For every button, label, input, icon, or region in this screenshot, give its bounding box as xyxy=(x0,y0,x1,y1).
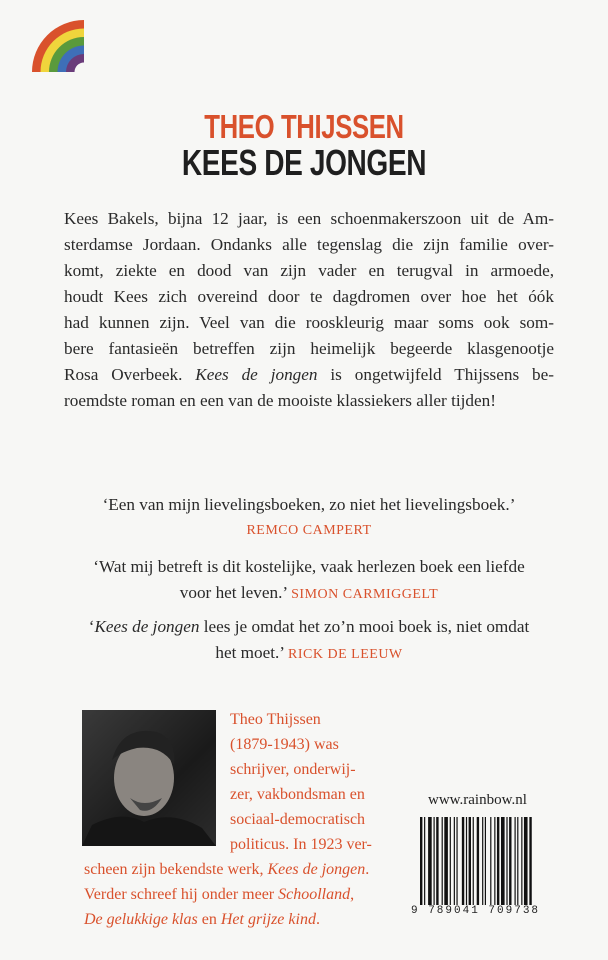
barcode-bar xyxy=(521,817,522,907)
barcode-bar xyxy=(424,817,425,907)
quote-text: het moet.’ xyxy=(215,643,284,662)
barcode-bar xyxy=(428,817,432,907)
quote-text: lees je omdat het zo’n mooi boek is, niet omdat xyxy=(199,617,530,636)
text-segment: sociaal-democratisch xyxy=(230,811,366,828)
text-segment: komt, ziekte en dood van zijn vader en terugval in armoede, xyxy=(64,261,554,280)
barcode-bar xyxy=(506,817,507,907)
quote-author: RICK DE LEEUW xyxy=(288,647,403,662)
barcode-bar xyxy=(436,817,438,907)
italic-title: Kees de jongen xyxy=(267,861,366,878)
barcode xyxy=(420,817,560,913)
barcode-bar xyxy=(509,817,511,907)
quote-text: voor het leven.’ xyxy=(179,583,287,602)
barcode-bar xyxy=(442,817,443,907)
quote-text-line2 xyxy=(64,580,554,608)
barcode-bar xyxy=(434,817,435,907)
isbn-digits: 9 789041 709738 xyxy=(411,905,541,917)
barcode-bar xyxy=(490,817,491,907)
text-segment: zer, vakbondsman en xyxy=(230,786,365,803)
text-line xyxy=(64,206,554,232)
barcode-bar xyxy=(517,817,518,907)
italic-title: Het grijze kind xyxy=(220,911,316,928)
barcode-bar xyxy=(515,817,516,907)
book-title: KEES DE JONGEN xyxy=(181,142,427,183)
text-segment: is ongetwijfeld Thijssens be- xyxy=(317,365,554,384)
text-segment: politicus. In 1923 ver- xyxy=(230,836,372,853)
book-title-italic: Kees de jongen xyxy=(94,617,200,636)
barcode-bar xyxy=(497,817,499,907)
barcode-bar xyxy=(454,817,455,907)
description xyxy=(64,206,554,414)
quote-text-line2 xyxy=(64,640,554,668)
barcode-bar xyxy=(524,817,528,907)
barcode-bar xyxy=(444,817,448,907)
quote-author: REMCO CAMPERT xyxy=(246,523,372,538)
text-segment: (1879-1943) was xyxy=(230,736,339,753)
quote-text: ‘Een van mijn lievelingsboeken, zo niet het lievelingsboek.’ xyxy=(102,495,516,514)
barcode-bar xyxy=(466,817,467,907)
barcode-bar xyxy=(456,817,457,907)
italic-title: Schoolland xyxy=(278,886,351,903)
quote-text: ‘Wat mij betreft is dit kostelijke, vaak herlezen boek een liefde xyxy=(93,557,525,576)
quote-de-leeuw xyxy=(64,614,554,668)
text-segment: roemdste roman en een van de mooiste klassiekers aller tijden! xyxy=(64,391,496,410)
text-segment: Verder schreef hij onder meer xyxy=(84,886,279,903)
text-line xyxy=(84,707,504,732)
quote-text-line1: ‘Kees de jongen lees je omdat het zo’n mooi boek is, niet omdat xyxy=(88,617,530,636)
italic-title: De gelukkige klas xyxy=(84,911,198,928)
barcode-bar xyxy=(462,817,464,907)
barcode-bar xyxy=(420,817,422,907)
text-segment: scheen zijn bekendste werk, xyxy=(84,861,268,878)
text-line xyxy=(64,336,554,362)
text-line xyxy=(64,258,554,284)
text-segment: Rosa Overbeek. xyxy=(64,365,196,384)
text-line xyxy=(64,284,554,310)
barcode-bar xyxy=(473,817,474,907)
barcode-bar xyxy=(501,817,505,907)
text-line xyxy=(64,310,554,336)
barcode-bar xyxy=(482,817,483,907)
barcode-bar xyxy=(450,817,451,907)
text-segment: . xyxy=(315,911,320,928)
text-line xyxy=(84,732,504,757)
text-segment: , xyxy=(350,886,355,903)
text-segment: en xyxy=(197,911,221,928)
quote-author: SIMON CARMIGGELT xyxy=(291,587,439,602)
barcode-bar xyxy=(529,817,531,907)
quote-carmiggelt xyxy=(64,554,554,608)
text-line xyxy=(64,362,554,388)
text-segment: schrijver, onderwij- xyxy=(230,761,356,778)
text-line xyxy=(84,757,504,782)
text-segment: Theo Thijssen xyxy=(230,711,321,728)
text-line xyxy=(64,232,554,258)
author-name: THEO THIJSSEN xyxy=(204,108,404,145)
italic-title: Kees de jongen xyxy=(195,365,318,384)
barcode-bar xyxy=(477,817,479,907)
text-line xyxy=(64,388,554,414)
barcode-bar xyxy=(494,817,495,907)
publisher-url[interactable]: www.rainbow.nl xyxy=(428,792,527,808)
text-segment: . xyxy=(365,861,370,878)
quote-campert xyxy=(64,492,554,544)
text-segment: had kunnen zijn. Veel van die rooskleurig maar soms ook som- xyxy=(64,313,554,332)
text-segment: Kees Bakels, bijna 12 jaar, is een schoenmakerszoon uit de Am- xyxy=(64,209,554,228)
text-segment: sterdamse Jordaan. Ondanks alle tegenslag die zijn familie over- xyxy=(64,235,554,254)
barcode-bar xyxy=(469,817,471,907)
barcode-bar xyxy=(485,817,486,907)
text-segment: houdt Kees zich overeind door te dagdromen over hoe het óók xyxy=(64,287,554,306)
text-segment: bere fantasieën betreffen zijn heimelijk begeerde klasgenootje xyxy=(64,339,554,358)
rainbow-logo xyxy=(28,18,84,72)
